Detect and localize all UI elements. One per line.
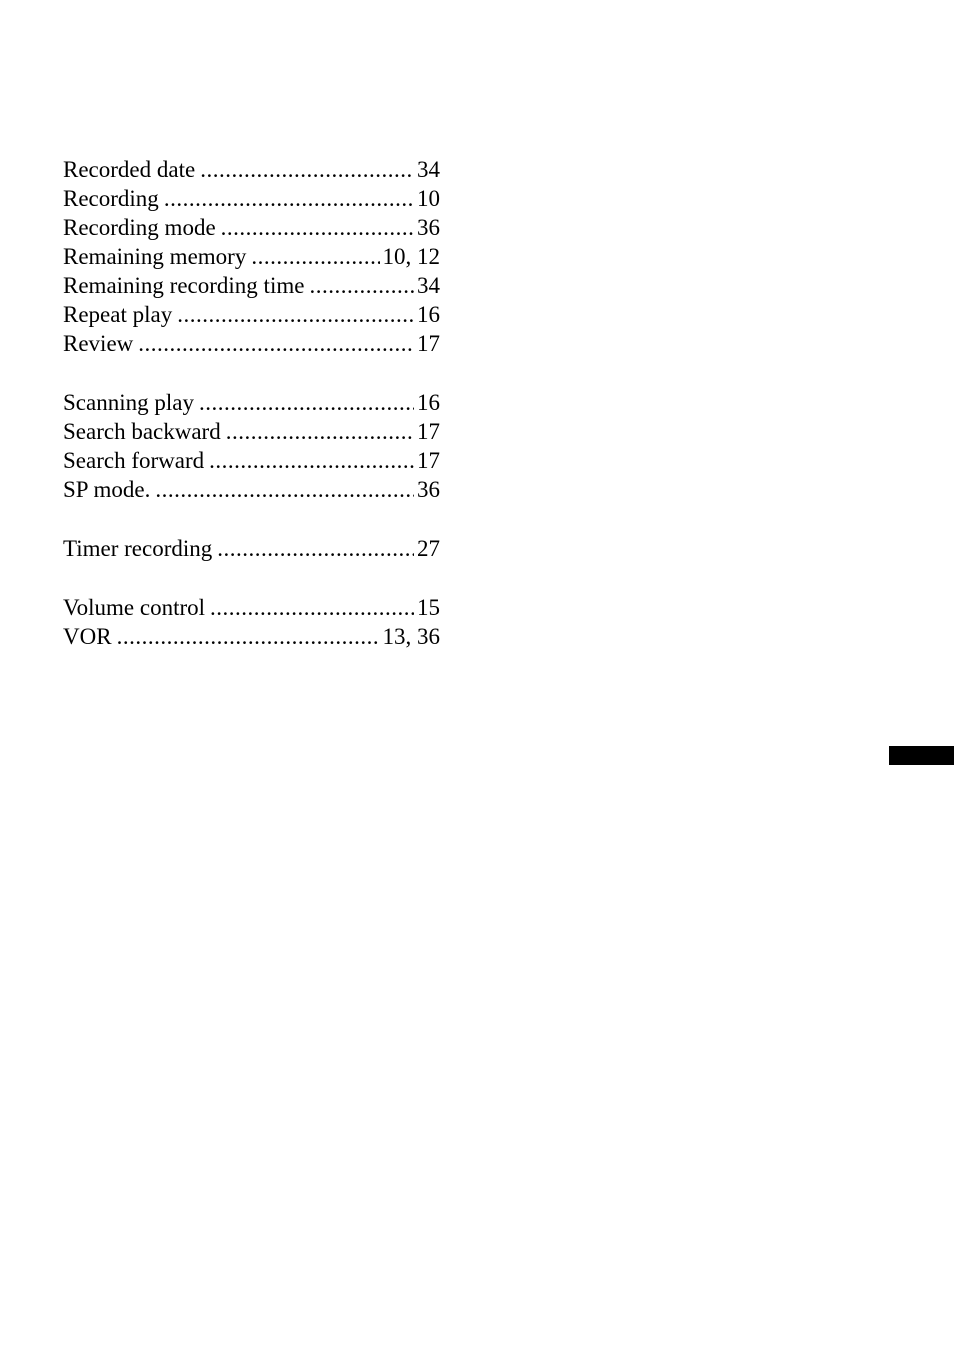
entry-pages: 36 — [417, 215, 440, 240]
index-entry — [63, 622, 440, 651]
entry-term: Remaining recording time — [63, 273, 305, 298]
entry-term: VOR — [63, 624, 112, 649]
entry-term: Remaining memory — [63, 244, 247, 269]
entry-term: Review — [63, 331, 134, 356]
entry-term: Timer recording — [63, 536, 213, 561]
entry-term: SP mode. — [63, 477, 151, 502]
index-entry — [63, 213, 440, 242]
entry-term: Repeat play — [63, 302, 173, 327]
index-entry — [63, 475, 440, 504]
entry-term: Volume control — [63, 595, 206, 620]
entry-pages: 10 — [417, 186, 440, 211]
dot-leader — [117, 622, 380, 651]
index-column — [63, 155, 440, 651]
index-entry — [63, 300, 440, 329]
entry-pages: 17 — [417, 331, 440, 356]
dot-leader — [209, 446, 414, 475]
entry-pages: 27 — [417, 536, 440, 561]
index-entry — [63, 329, 440, 358]
index-entry — [63, 446, 440, 475]
entry-pages: 16 — [417, 390, 440, 415]
entry-pages: 13, 36 — [382, 624, 440, 649]
entry-pages: 10, 12 — [382, 244, 440, 269]
entry-term: Recording — [63, 186, 159, 211]
dot-leader — [309, 271, 414, 300]
index-entry — [63, 184, 440, 213]
index-entry — [63, 388, 440, 417]
entry-pages: 36 — [417, 477, 440, 502]
index-group-r — [63, 155, 440, 358]
dot-leader — [226, 417, 414, 446]
dot-leader — [251, 242, 379, 271]
index-group-v — [63, 593, 440, 651]
thumb-index-tab — [889, 746, 954, 765]
entry-term: Search backward — [63, 419, 221, 444]
dot-leader — [217, 534, 414, 563]
entry-term: Recording mode — [63, 215, 216, 240]
dot-leader — [221, 213, 414, 242]
index-entry — [63, 242, 440, 271]
entry-term: Recorded date — [63, 157, 196, 182]
dot-leader — [177, 300, 414, 329]
index-entry — [63, 271, 440, 300]
index-entry — [63, 417, 440, 446]
dot-leader — [138, 329, 414, 358]
dot-leader — [200, 155, 414, 184]
entry-pages: 34 — [417, 157, 440, 182]
entry-pages: 17 — [417, 448, 440, 473]
dot-leader — [155, 475, 414, 504]
entry-term: Scanning play — [63, 390, 194, 415]
entry-pages: 15 — [417, 595, 440, 620]
index-group-t — [63, 534, 440, 563]
entry-pages: 34 — [417, 273, 440, 298]
index-group-s — [63, 388, 440, 504]
index-entry — [63, 534, 440, 563]
entry-term: Search forward — [63, 448, 205, 473]
dot-leader — [199, 388, 414, 417]
dot-leader — [164, 184, 414, 213]
index-entry — [63, 155, 440, 184]
index-entry — [63, 593, 440, 622]
entry-pages: 16 — [417, 302, 440, 327]
dot-leader — [210, 593, 414, 622]
entry-pages: 17 — [417, 419, 440, 444]
